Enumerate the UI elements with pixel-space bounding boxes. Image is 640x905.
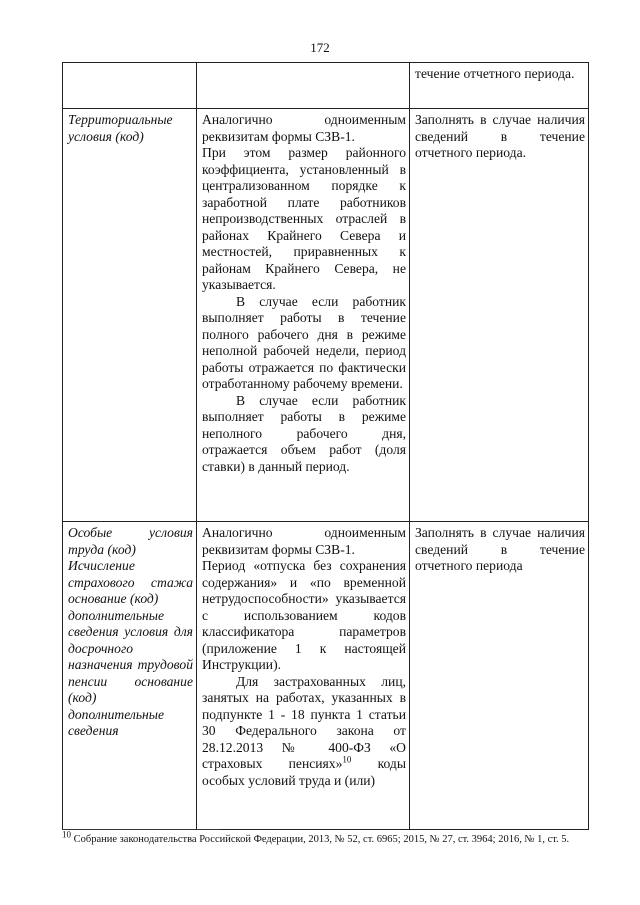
row1-col3-text: течение отчетного периода. (415, 66, 575, 81)
instructions-table (62, 62, 589, 830)
row3-col3 (410, 522, 589, 830)
row3-col3-text: Заполнять в случае наличия сведений в течение отчетного периода (415, 525, 585, 573)
row2-col2-p2: При этом размер районного коэффициента, установленный в централизованном порядке к заработной плате работников непроизводственных отраслей в районах Крайнего Севера и местностей, приравненных к районам Крайнего Севера, не указывается. (202, 145, 406, 292)
row3-col2-p3-text: Для застрахованных лиц, занятых на работах, указанных в подпункте 1 - 18 пункта 1 статьи 30 Федерального закона от 28.12.2013 № 400-ФЗ «О страховых пенсиях» (202, 673, 406, 771)
table-row (63, 522, 589, 830)
row2-col2-p4: В случае если работник выполняет работы в режиме неполного рабочего дня, отражается объем работ (доля ставки) в данный период. (202, 392, 406, 474)
row3-col2-p2: Период «отпуска без сохранения содержания» и «по временной нетрудоспособности» указывается с использованием кодов классификатора параметров (приложение 1 к настоящей Инструкции). (202, 558, 406, 672)
table-row (63, 109, 589, 522)
footnote-text: Собрание законодательства Российской Федерации, 2013, № 52, ст. 6965; 2015, № 27, ст. 3964; 2016, № 1, ст. 5. (73, 834, 570, 845)
footnote-mark: 10 (62, 829, 71, 840)
row1-col1 (63, 63, 197, 109)
row3-col2-p3-cont: коды особых условий труда и (или) (202, 756, 406, 788)
row2-col2-p1: Аналогично одноименным реквизитам формы СЗВ-1. (202, 112, 406, 144)
footnote (62, 829, 622, 845)
row2-col2-p3: В случае если работник выполняет работы в течение полного рабочего дня в режиме неполной рабочей недели, период работы отражается по фактически отработанному рабочему времени. (202, 293, 406, 391)
row2-col2 (197, 109, 410, 522)
row1-col2 (197, 63, 410, 109)
table-row (63, 63, 589, 109)
page-number: 172 (310, 40, 330, 55)
footnote-reference: 10 (342, 754, 352, 765)
row2-col3-text: Заполнять в случае наличия сведений в течение отчетного периода. (415, 112, 585, 160)
row1-col3 (410, 63, 589, 109)
special-conditions-label (63, 522, 197, 830)
row2-col1-text: Территориальные условия (код) (68, 112, 173, 144)
row3-col1-l4: дополнительные сведения (68, 706, 165, 738)
row3-col1-l1: Особые условия труда (код) (68, 525, 193, 557)
row3-col1-l3: дополнительные сведения условия для досрочного назначения трудовой пенсии основание (код) (68, 607, 193, 705)
row3-col2 (197, 522, 410, 830)
row3-col2-p1: Аналогично одноименным реквизитам формы СЗВ-1. (202, 525, 406, 557)
row3-col2-p3 (202, 674, 406, 790)
territorial-conditions-label (63, 109, 197, 522)
row3-col1-l2: Исчисление страхового стажа основание (код) (68, 558, 193, 606)
footnote-divider (62, 829, 220, 830)
row2-col3 (410, 109, 589, 522)
